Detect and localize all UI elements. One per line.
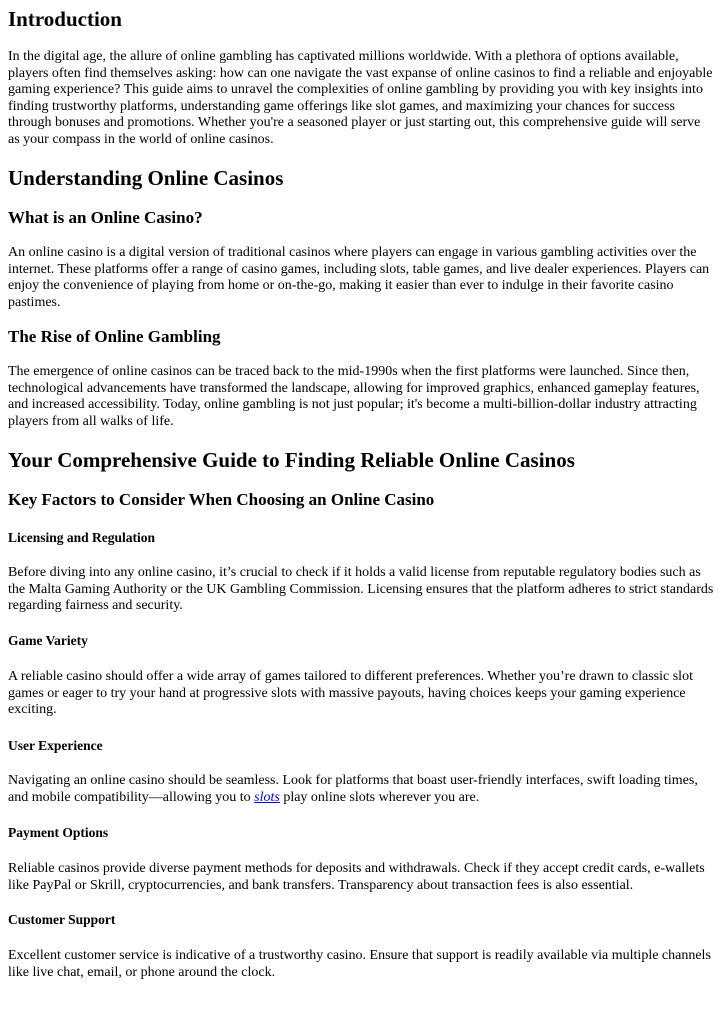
what-is-heading: What is an Online Casino? xyxy=(8,208,203,227)
ux-paragraph-text-after: play online slots wherever you are. xyxy=(279,789,480,805)
intro-heading: Introduction xyxy=(8,7,122,31)
licensing-heading: Licensing and Regulation xyxy=(8,530,156,545)
support-paragraph: Excellent customer service is indicative of a trustworthy casino. Ensure that support is readily available via multiple channels like live chat, email, or phone around the clock. xyxy=(8,948,711,980)
rise-paragraph: The emergence of online casinos can be traced back to the mid-1990s when the first platforms were launched. Since then, technological advancements have transformed the landscape, allowing for improved graphics, enhanced gameplay features, and increased accessibility. Today, online gambling is not just popular; it's become a multi-billion-dollar industry attracting players from all walks of life. xyxy=(8,364,700,429)
ux-heading: User Experience xyxy=(8,738,103,753)
payment-paragraph: Reliable casinos provide diverse payment methods for deposits and withdrawals. Check if they accept credit cards, e-wallets like PayPal or Skrill, cryptocurrencies, and bank transfers. Transparency about transaction fees is also essential. xyxy=(8,861,705,893)
key-factors-heading: Key Factors to Consider When Choosing an Online Casino xyxy=(8,490,435,509)
payment-heading: Payment Options xyxy=(8,825,109,840)
ux-paragraph xyxy=(8,773,714,806)
slots-link[interactable]: slots xyxy=(254,789,280,805)
what-is-paragraph: An online casino is a digital version of traditional casinos where players can engage in various gambling activities over the internet. These platforms offer a range of casino games, including slots, table games, and live dealer experiences. Players can enjoy the convenience of playing from home or on-the-go, making it easier than ever to indulge in their favorite casino pastimes. xyxy=(8,245,710,310)
intro-paragraph: In the digital age, the allure of online gambling has captivated millions worldwide. With a plethora of options available, players often find themselves asking: how can one navigate the vast expanse of online casinos to find a reliable and enjoyable gaming experience? This guide aims to unravel the complexities of online gambling by providing you with key insights into finding trustworthy platforms, understanding game offerings like slot games, and maximizing your chances for success through bonuses and promotions. Whether you're a seasoned player or just starting out, this comprehensive guide will serve as your compass in the world of online casinos. xyxy=(8,49,713,147)
support-heading: Customer Support xyxy=(8,912,116,927)
variety-heading: Game Variety xyxy=(8,633,88,648)
understanding-heading: Understanding Online Casinos xyxy=(8,166,284,190)
variety-paragraph: A reliable casino should offer a wide array of games tailored to different preferences. Whether you’re drawn to classic slot games or eager to try your hand at progressive slots with massive payouts, having choices keeps your gaming experience exciting. xyxy=(8,669,693,717)
guide-heading: Your Comprehensive Guide to Finding Reliable Online Casinos xyxy=(8,448,575,472)
rise-heading: The Rise of Online Gambling xyxy=(8,327,221,346)
licensing-paragraph: Before diving into any online casino, it’s crucial to check if it holds a valid license from reputable regulatory bodies such as the Malta Gaming Authority or the UK Gambling Commission. Licensing ensures that the platform adheres to strict standards regarding fairness and security. xyxy=(8,565,714,613)
ux-paragraph-text-before: Navigating an online casino should be seamless. Look for platforms that boast user-friendly interfaces, swift loading times, and mobile compatibility—allowing you to xyxy=(8,773,698,805)
